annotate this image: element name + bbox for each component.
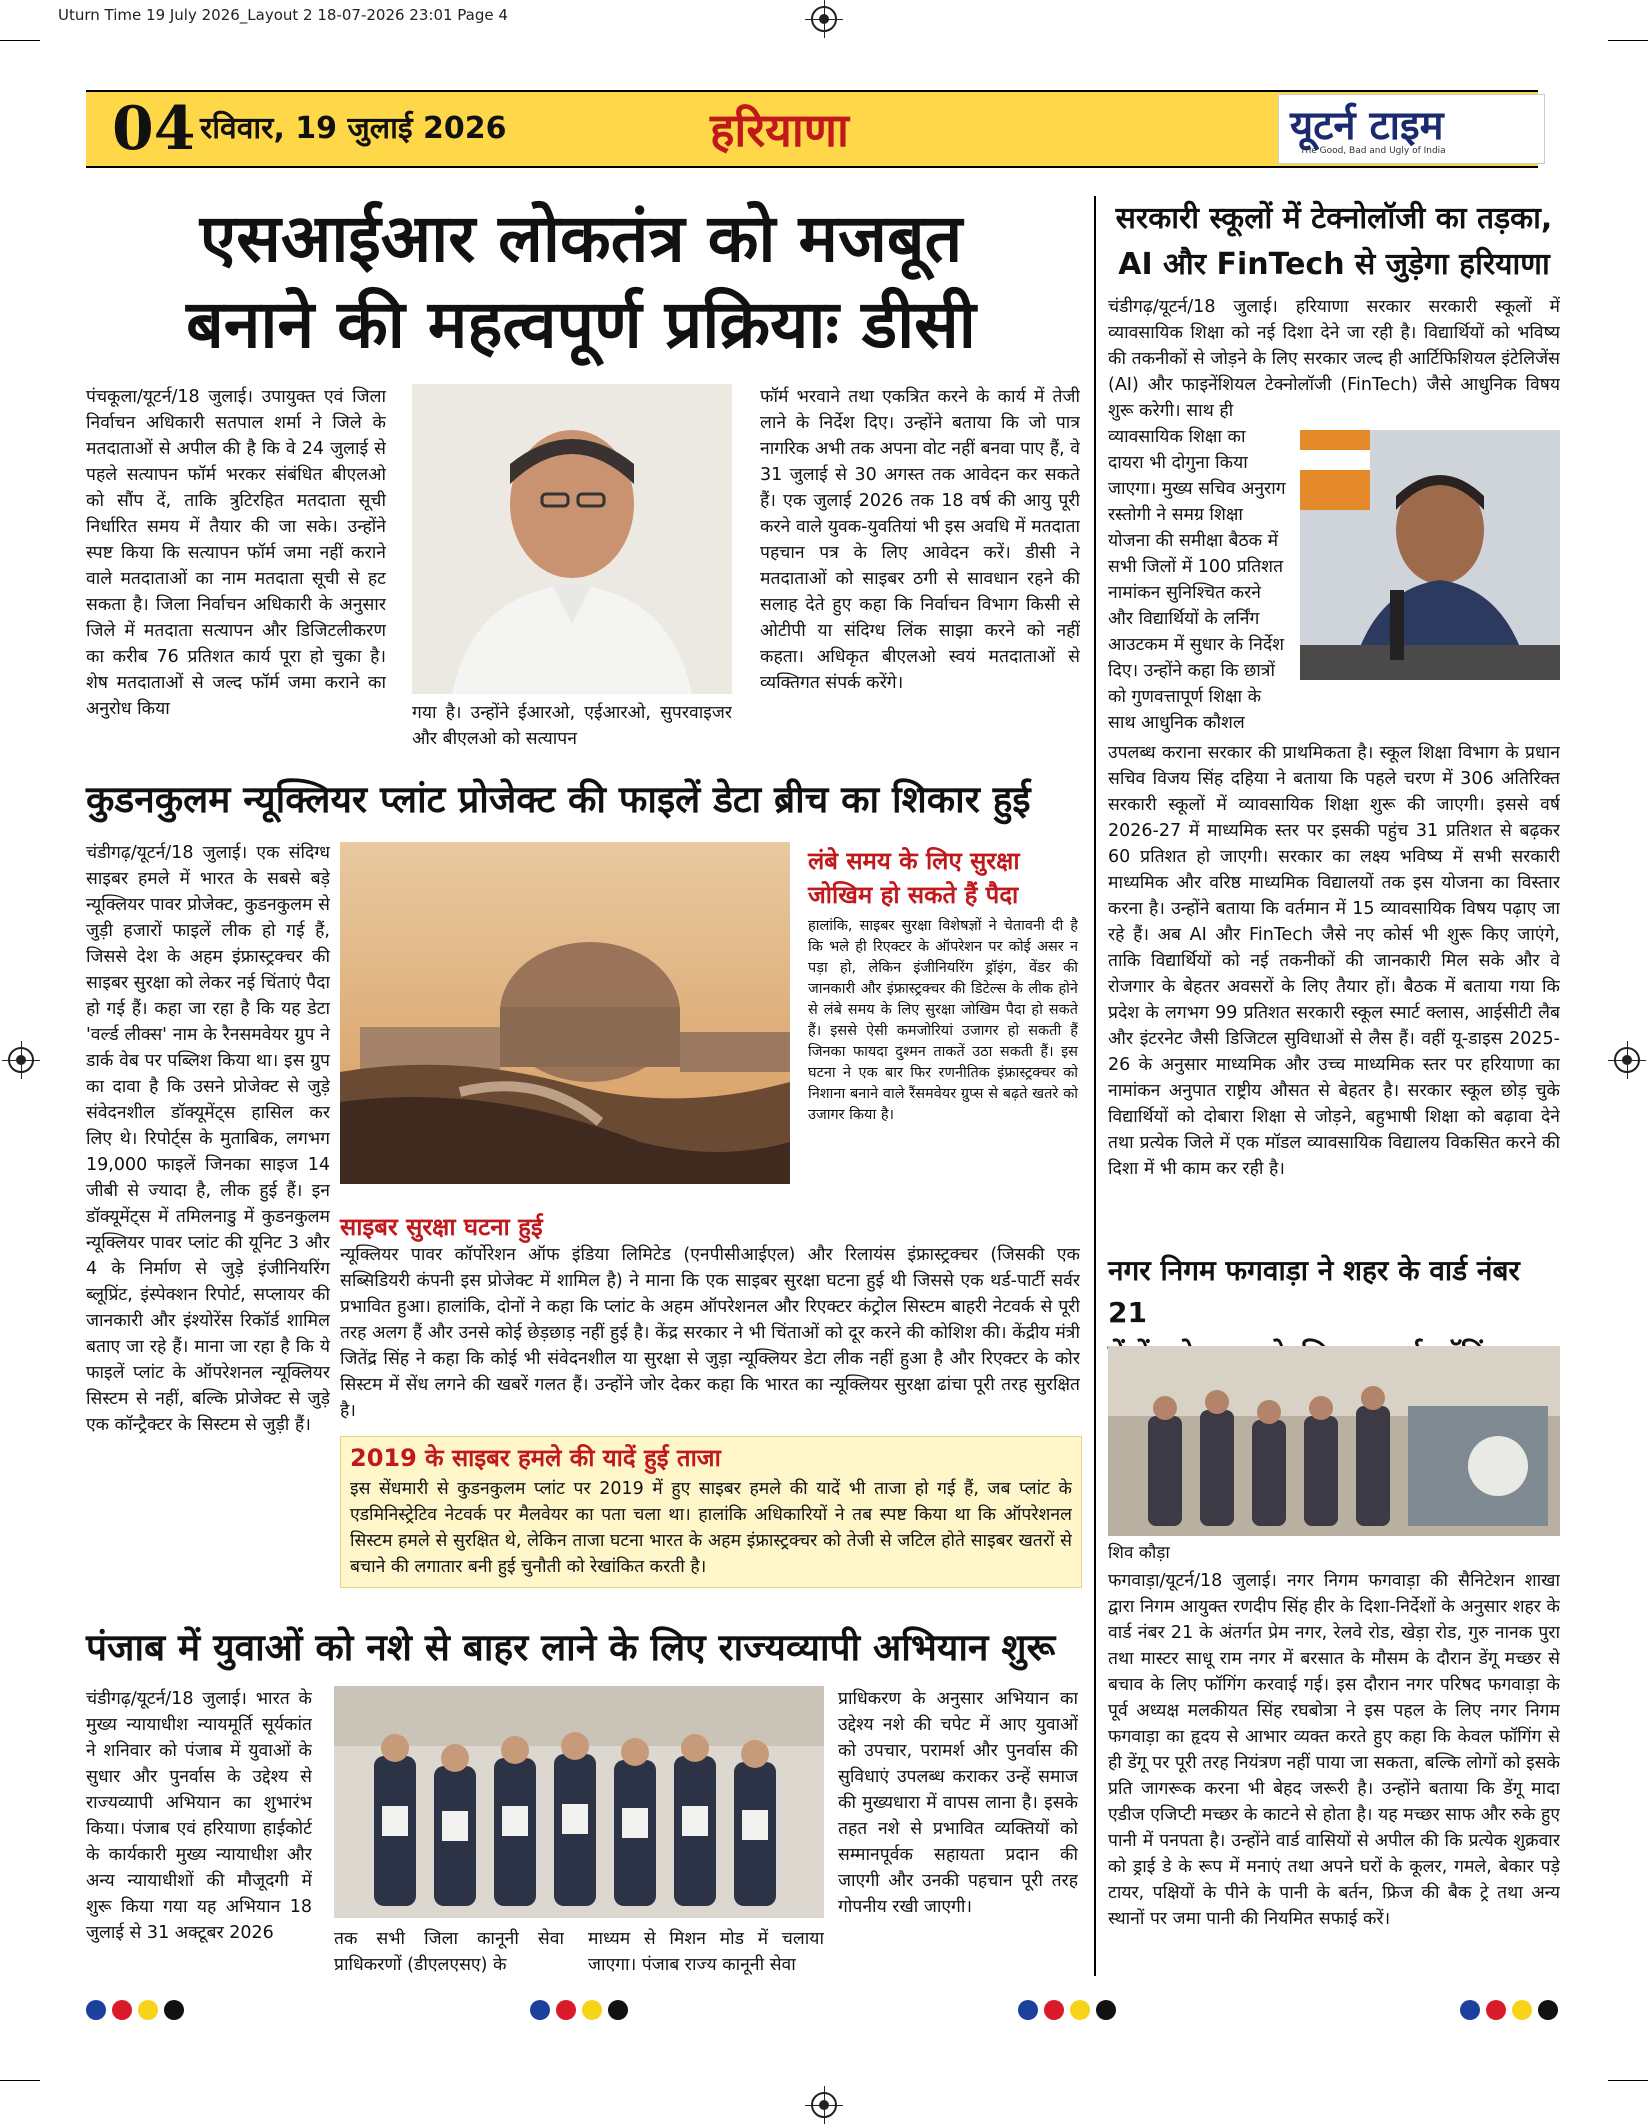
story2-side-subhead-line1: लंबे समय के लिए सुरक्षा [808, 847, 1020, 875]
color-dot [582, 2000, 602, 2020]
color-dot [1460, 2000, 1480, 2020]
color-dot [1018, 2000, 1038, 2020]
print-slug: Uturn Time 19 July 2026_Layout 2 18-07-2026 23:01 Page 4 [58, 6, 508, 24]
registration-mark-icon [811, 2092, 837, 2118]
story4-body: उपलब्ध कराना सरकार की प्राथमिकता है। स्कूल शिक्षा विभाग के प्रधान सचिव विजय सिंह दहिया ने बताया कि पहले चरण में 306 अतिरिक्त सरकारी स्कूलों में व्यावसायिक शिक्षा शुरू की जाएगी। इससे वर्ष 2026-27 में माध्यमिक स्तर पर इसकी पहुंच 31 प्रतिशत से बढ़कर 60 प्रतिशत हो जाएगी। सरकार का लक्ष्य भविष्य में सभी सरकारी माध्यमिक और वरिष्ठ माध्यमिक विद्यालयों तक इस योजना का विस्तार करना है। उन्होंने बताया कि वर्तमान में 15 व्यावसायिक विषय पढ़ाए जा रहे हैं। अब AI और FinTech जैसे नए कोर्स भी शुरू किए जाएंगे, ताकि विद्यार्थियों को नई तकनीकों की जानकारी मिल सके और वे रोजगार के बेहतर अवसरों के लिए तैयार हों। बैठक में बताया गया कि प्रदेश के लगभग 99 प्रतिशत सरकारी स्कूल स्मार्ट क्लास, आईसीटी लैब और इंटरनेट जैसी डिजिटल सुविधाओं से लैस हैं। वहीं यू-डाइस 2025-26 के अनुसार माध्यमिक और उच्च माध्यमिक स्तर पर हरियाणा का नामांकन अनुपात राष्ट्रीय औसत से बेहतर है। सरकार स्कूल छोड़ चुके विद्यार्थियों को दोबारा शिक्षा से जोड़ने, बहुभाषी शिक्षा को बढ़ावा देने तथा प्रत्येक जिले में एक मॉडल व्यावसायिक विद्यालय विकसित करने की दिशा में भी काम कर रही है। [1108, 743, 1560, 1179]
story3-column: चंडीगढ़/यूटर्न/18 जुलाई। भारत के मुख्य न्यायाधीश न्यायमूर्ति सूर्यकांत ने शनिवार को पंजाब में युवाओं के सुधार और पुनर्वास के उद्देश्य से राज्यव्यापी अभियान का शुभारंभ किया। पंजाब एवं हरियाणा हाईकोर्ट के कार्यकारी मुख्य न्यायाधीश और अन्य न्यायाधीशों की मौजूदगी में शुरू किया गया यह अभियान 18 जुलाई से 31 अक्टूबर 2026 [86, 1689, 312, 1943]
meeting-illustration [1300, 430, 1560, 680]
nuclear-plant-illustration [340, 842, 790, 1184]
color-dot [1044, 2000, 1064, 2020]
registration-mark-icon [811, 6, 837, 32]
story2-incident-subhead: साइबर सुरक्षा घटना हुई [340, 1213, 543, 1241]
color-dot [1096, 2000, 1116, 2020]
story3-column: तक सभी जिला कानूनी सेवा प्राधिकरणों (डीएलएसए) के [334, 1929, 564, 1975]
crop-mark [1608, 40, 1648, 41]
story1-column: पंचकूला/यूटर्न/18 जुलाई। उपायुक्त एवं जिला निर्वाचन अधिकारी सतपाल शर्मा ने जिले के मतदाताओं से अपील की है कि वे 24 जुलाई से पहले सत्यापन फॉर्म भरकर संबंधित बीएलओ को सौंप दें, ताकि त्रुटिरहित मतदाता सूची निर्धारित समय में तैयार की जा सके। उन्होंने स्पष्ट किया कि सत्यापन फॉर्म जमा नहीं कराने वाले मतदाताओं का नाम मतदाता सूची से हट सकता है। जिला निर्वाचन अधिकारी के अनुसार जिले में मतदाता सत्यापन और डिजिटलीकरण का करीब 76 प्रतिशत कार्य पूरा हो चुका है। शेष मतदाताओं से जल्द फॉर्म जमा कराने का अनुरोध किया [86, 387, 386, 719]
column-rule [1094, 196, 1096, 1976]
story2-side-subhead-line2: जोखिम हो सकते हैं पैदा [808, 881, 1019, 909]
logo-text: यूटर्न टाइम [1290, 103, 1444, 149]
story1-headline-line2: बनाने की महत्वपूर्ण प्रक्रियाः डीसी [186, 286, 976, 363]
official-meeting-photo [1300, 430, 1560, 680]
color-dot [530, 2000, 550, 2020]
story5-byline: शिव कौड़ा [1108, 1543, 1170, 1563]
logo-tagline: The Good, Bad and Ugly of India [1300, 146, 1446, 156]
story1-column: फॉर्म भरवाने तथा एकत्रित करने के कार्य में तेजी लाने के निर्देश दिए। उन्होंने बताया कि जो पात्र नागरिक अभी तक अपना वोट नहीं बनवा पाए हैं, वे 31 जुलाई से 30 अगस्त तक आवेदन कर सकते हैं। एक जुलाई 2026 तक 18 वर्ष की आयु पूरी करने वाले युवक-युवतियां भी इस अवधि में मतदाता पहचान पत्र के लिए आवेदन करें। डीसी ने मतदाताओं को साइबर ठगी से सावधान रहने की सलाह देते हुए कहा कि निर्वाचन विभाग किसी से ओटीपी या संदिग्ध लिंक साझा करने को नहीं कहता। अधिकृत बीएलओ स्वयं मतदाताओं से व्यक्तिगत संपर्क करेंगे। [760, 387, 1080, 693]
story4-headline-line2: AI और FinTech से जुड़ेगा हरियाणा [1118, 247, 1550, 282]
story4-headline [1108, 196, 1560, 288]
color-dot [556, 2000, 576, 2020]
story1-headline [86, 196, 1076, 368]
fogging-illustration [1108, 1346, 1560, 1536]
story2-box-title: 2019 के साइबर हमले की यादें हुई ताजा [350, 1444, 721, 1472]
section-title: हरियाणा [710, 103, 849, 157]
color-bar-right [1460, 2000, 1558, 2020]
registration-mark-icon [1614, 1047, 1640, 1073]
story2-side-text: हालांकि, साइबर सुरक्षा विशेषज्ञों ने चेतावनी दी है कि भले ही रिएक्टर के ऑपरेशन पर कोई असर न पड़ा हो, लेकिन इंजीनियरिंग ड्रॉइंग, वेंडर की जानकारी और इंफ्रास्ट्रक्चर की डिटेल्स के लीक होने से लंबे समय के लिए सुरक्षा जोखिम पैदा हो सकते हैं। इससे ऐसी कमजोरियां उजागर हो सकती हैं जिनका फायदा दुश्मन ताकतें उठा सकती हैं। इस घटना ने एक बार फिर रणनीतिक इंफ्रास्ट्रक्चर को निशाना बनाने वाले रैंसमवेयर ग्रुप्स से बढ़ते खतरे को उजागर किया है। [808, 918, 1078, 1123]
story4-headline-line1: सरकारी स्कूलों में टेक्नोलॉजी का तड़का, [1115, 201, 1553, 236]
story4-lead: चंडीगढ़/यूटर्न/18 जुलाई। हरियाणा सरकार सरकारी स्कूलों में व्यावसायिक शिक्षा को नई दिशा देने जा रही है। विद्यार्थियों को भविष्य की तकनीकों से जोड़ने के लिए सरकार जल्द ही आर्टिफिशियल इंटेलिजेंस (AI) और फाइनेंशियल टेक्नोलॉजी (FinTech) जैसे आधुनिक विषय शुरू करेगी। साथ ही [1108, 297, 1560, 421]
crop-mark [1608, 2080, 1648, 2081]
story2-column: चंडीगढ़/यूटर्न/18 जुलाई। एक संदिग्ध साइबर हमले में भारत के सबसे बड़े न्यूक्लियर पावर प्रोजेक्ट, कुडनकुलम से जुड़ी हजारों फाइलें लीक हो गई हैं, जिससे देश के अहम इंफ्रास्ट्रक्चर की साइबर सुरक्षा को लेकर नई चिंताएं पैदा हो गई हैं। कहा जा रहा है कि यह डेटा 'वर्ल्ड लीक्स' नाम के रैनसमवेयर ग्रुप ने डार्क वेब पर पब्लिश किया था। इस ग्रुप का दावा है कि उसने प्रोजेक्ट से जुड़े संवेदनशील डॉक्यूमेंट्स हासिल कर लिए थे। रिपोर्ट्स के मुताबिक, लगभग 19,000 फाइलें जिनका साइज 14 जीबी से ज्यादा है, लीक हुई हैं। इन डॉक्यूमेंट्स में तमिलनाडु में कुडनकुलम न्यूक्लियर पावर प्लांट की यूनिट 3 और 4 के निर्माण से जुड़े इंजीनियरिंग ब्लूप्रिंट, इंस्पेक्शन रिपोर्ट, सप्लायर की जानकारी और इंश्योरेंस रिकॉर्ड शामिल बताए जा रहे हैं। माना जा रहा है कि ये फाइलें प्लांट के ऑपरेशनल न्यूक्लियर सिस्टम से नहीं, बल्कि प्रोजेक्ट से जुड़े एक कॉन्ट्रैक्टर के सिस्टम से जुड़ी हैं। [86, 843, 330, 1435]
story1-column: गया है। उन्होंने ईआरओ, एईआरओ, सुपरवाइजर और बीएलओ को सत्यापन [412, 703, 732, 749]
color-dot [138, 2000, 158, 2020]
color-dot [1070, 2000, 1090, 2020]
registration-mark-icon [8, 1047, 34, 1073]
story2-headline: कुडनकुलम न्यूक्लियर प्लांट प्रोजेक्ट की फाइलें डेटा ब्रीच का शिकार हुई [86, 778, 1031, 821]
story2-box-text: इस सेंधमारी से कुडनकुलम प्लांट पर 2019 में हुए साइबर हमले की यादें भी ताजा हो गई हैं, जब प्लांट के एडमिनिस्ट्रेटिव नेटवर्क पर मैलवेयर का पता चला था। हालांकि अधिकारियों ने तब स्पष्ट किया था कि ऑपरेशनल सिस्टम हमले से सुरक्षित थे, लेकिन ताजा घटना भारत के अहम इंफ्रास्ट्रक्चर को तेजी से जटिल होते साइबर खतरों से बचाने की लगातार बनी हुई चुनौती को रेखांकित करती है। [350, 1479, 1072, 1577]
issue-date: रविवार, 19 जुलाई 2026 [200, 111, 507, 146]
crop-mark [0, 40, 40, 41]
color-dot [1486, 2000, 1506, 2020]
color-dot [608, 2000, 628, 2020]
story3-column: माध्यम से मिशन मोड में चलाया जाएगा। पंजाब राज्य कानूनी सेवा [588, 1929, 824, 1975]
fogging-photo [1108, 1346, 1560, 1536]
campaign-launch-photo [334, 1686, 824, 1918]
color-dot [1538, 2000, 1558, 2020]
color-bar-center-right [1018, 2000, 1116, 2020]
color-bar-center-left [530, 2000, 628, 2020]
story1-headline-line1: एसआईआर लोकतंत्र को मजबूत [199, 200, 963, 277]
color-dot [164, 2000, 184, 2020]
story2-side-subhead [808, 844, 1078, 912]
color-bar-left [86, 2000, 184, 2020]
page-number: 04 [112, 94, 196, 164]
story5-headline-line1: नगर निगम फगवाड़ा ने शहर के वार्ड नंबर 21 [1108, 1254, 1520, 1329]
story3-column: प्राधिकरण के अनुसार अभियान का उद्देश्य नशे की चपेट में आए युवाओं को उपचार, परामर्श और पुनर्वास की सुविधाएं उपलब्ध कराकर उन्हें समाज की मुख्यधारा में वापस लाना है। इसके तहत नशे से प्रभावित व्यक्तियों को सम्मानपूर्वक सहायता प्रदान की जाएगी और उनकी पहचान पूरी तरह गोपनीय रखी जाएगी। [838, 1689, 1078, 1917]
crop-mark [0, 2080, 40, 2081]
color-dot [112, 2000, 132, 2020]
dc-portrait-photo [412, 384, 732, 694]
portrait-illustration [412, 384, 732, 694]
nuclear-plant-photo [340, 842, 790, 1184]
story3-headline: पंजाब में युवाओं को नशे से बाहर लाने के लिए राज्यव्यापी अभियान शुरू [86, 1626, 1056, 1669]
color-dot [86, 2000, 106, 2020]
story5-body: फगवाड़ा/यूटर्न/18 जुलाई। नगर निगम फगवाड़ा की सैनिटेशन शाखा द्वारा निगम आयुक्त रणदीप सिंह हीर के दिशा-निर्देशों के अनुसार शहर के वार्ड नंबर 21 के अंतर्गत प्रेम नगर, रेलवे रोड, खेड़ा रोड, गुरु नानक पुरा तथा मास्टर साधू राम नगर में बरसात के मौसम के दौरान डेंगू मच्छर से बचाव के लिए फॉगिंग करवाई गई। इस दौरान नगर परिषद फगवाड़ा के पूर्व अध्यक्ष मलकीयत सिंह रघबोत्रा ने इस पहल के लिए नगर निगम फगवाड़ा का हृदय से आभार व्यक्त करते हुए कहा कि केवल फॉगिंग से ही डेंगू पर पूरी तरह नियंत्रण नहीं पाया जा सकता, बल्कि लोगों को इसके प्रति जागरूक करना भी बेहद जरूरी है। उन्होंने बताया कि डेंगू मादा एडीज एजिप्टी मच्छर के काटने से होता है। यह मच्छर साफ और रुके हुए पानी में पनपता है। उन्होंने वार्ड वासियों से अपील की कि प्रत्येक शुक्रवार को ड्राई डे के रूप में मनाएं तथा अपने घरों के कूलर, गमले, बेकार पड़े टायर, पक्षियों के पीने के पानी के बर्तन, फ्रिज की बैक ट्रे तथा अन्य स्थानों पर जमा पानी की नियमित सफाई करें। [1108, 1571, 1560, 1929]
story4-wrap-text: व्यावसायिक शिक्षा का दायरा भी दोगुना किया जाएगा। मुख्य सचिव अनुराग रस्तोगी ने समग्र शिक्षा योजना की समीक्षा बैठक में सभी जिलों में 100 प्रतिशत नामांकन सुनिश्चित करने और विद्यार्थियों के लर्निंग आउटकम में सुधार के निर्देश दिए। उन्होंने कहा कि छात्रों को गुणवत्तापूर्ण शिक्षा के साथ आधुनिक कौशल [1108, 427, 1286, 733]
story2-incident-text: न्यूक्लियर पावर कॉर्पोरेशन ऑफ इंडिया लिमिटेड (एनपीसीआईएल) और रिलायंस इंफ्रास्ट्रक्चर (जिसकी एक सब्सिडियरी कंपनी इस प्रोजेक्ट में शामिल है) ने माना कि एक साइबर सुरक्षा घटना हुई थी जिससे एक थर्ड-पार्टी सर्वर प्रभावित हुआ। हालांकि, दोनों ने कहा कि प्लांट के अहम ऑपरेशनल और रिएक्टर कंट्रोल सिस्टम बाहरी नेटवर्क से पूरी तरह अलग हैं और उनसे कोई छेड़छाड़ नहीं हुई है। केंद्र सरकार ने भी चिंताओं को दूर करने की कोशिश की। केंद्रीय मंत्री जितेंद्र सिंह ने कहा कि कोई भी संवेदनशील या सुरक्षा से जुड़ा न्यूक्लियर डेटा लीक नहीं हुआ है और रिएक्टर के कोर सिस्टम में सेंध लगने की खबरें गलत हैं। उन्होंने जोर देकर कहा कि भारत का न्यूक्लियर सुरक्षा ढांचा पूरी तरह सुरक्षित है। [340, 1245, 1080, 1421]
campaign-launch-illustration [334, 1686, 824, 1918]
color-dot [1512, 2000, 1532, 2020]
